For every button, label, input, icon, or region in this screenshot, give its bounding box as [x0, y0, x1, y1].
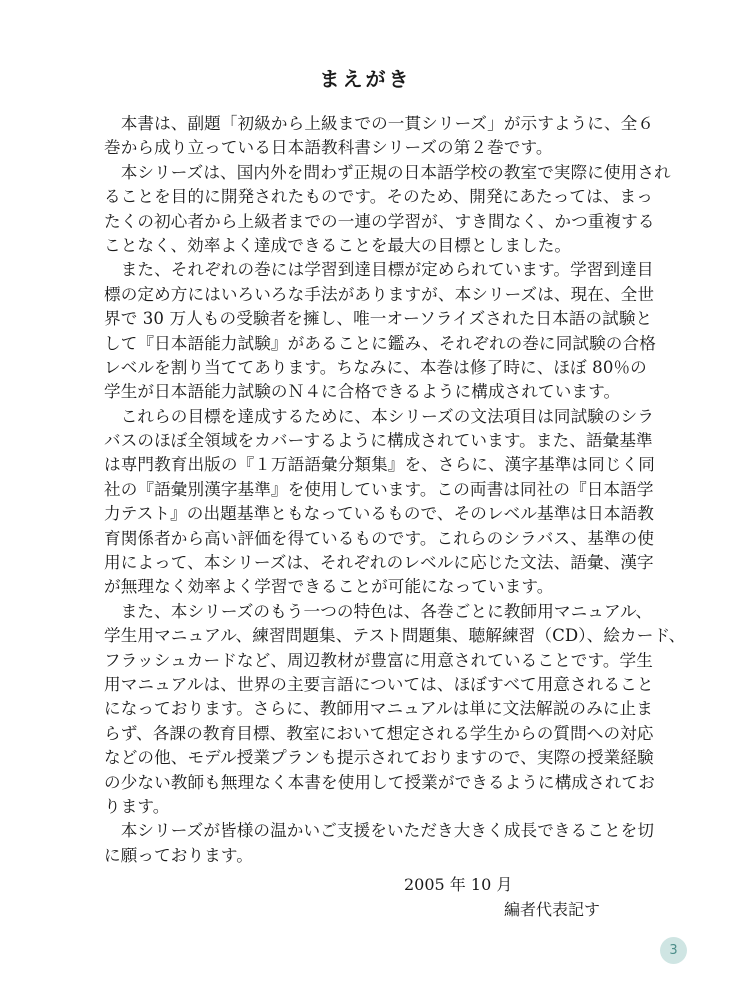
text-line: フラッシュカードなど、周辺教材が豊富に用意されていることです。学生: [104, 650, 653, 670]
text-line: バスのほぼ全領域をカバーするように構成されています。また、語彙基準: [104, 431, 653, 451]
text-line: たくの初心者から上級者までの一連の学習が、すき間なく、かつ重複する: [104, 211, 655, 231]
text-line: などの他、モデル授業プランも提示されておりますので、実際の授業経験: [104, 748, 654, 768]
text-line: 本シリーズが皆様の温かいご支援をいただき大きく成長できることを切: [104, 821, 655, 841]
text-line: 学生が日本語能力試験のＮ４に合格できるように構成されています。: [104, 382, 621, 402]
text-line: 本シリーズは、国内外を問わず正規の日本語学校の教室で実際に使用され: [104, 162, 671, 182]
text-line: 巻から成り立っている日本語教科書シリーズの第２巻です。: [104, 138, 553, 158]
text-line: レベルを割り当ててあります。ちなみに、本巻は修了時に、ほぼ 80％の: [104, 357, 647, 377]
page-title: まえがき: [319, 67, 412, 91]
text-line: 用によって、本シリーズは、それぞれのレベルに応じた文法、語彙、漢字: [104, 553, 654, 573]
text-line: らず、各課の教育目標、教室において想定される学生からの質問への対応: [104, 723, 654, 743]
text-line: また、本シリーズのもう一つの特色は、各巻ごとに教師用マニュアル、: [104, 601, 653, 621]
date-line: 2005 年 10 月: [404, 875, 513, 894]
text-line: して『日本語能力試験』があることに鑑み、それぞれの巻に同試験の合格: [104, 333, 656, 353]
text-line: 社の『語彙別漢字基準』を使用しています。この両書は同社の『日本語学: [104, 479, 654, 499]
text-line: は専門教育出版の『１万語語彙分類集』を、さらに、漢字基準は同じく同: [104, 455, 655, 475]
page-number-badge: 3: [660, 937, 687, 964]
text-line: また、それぞれの巻には学習到達目標が定められています。学習到達目: [104, 260, 654, 280]
text-line: 力テスト』の出題基準ともなっているもので、そのレベル基準は日本語教: [104, 504, 654, 524]
text-line: これらの目標を達成するために、本シリーズの文法項目は同試験のシラ: [104, 406, 655, 426]
text-line: に願っております。: [104, 845, 253, 865]
text-line: 育関係者から高い評価を得ているものです。これらのシラバス、基準の使: [104, 528, 655, 548]
text-line: ことなく、効率よく達成できることを最大の目標としました。: [104, 235, 572, 255]
signature-line: 編者代表記す: [504, 900, 601, 919]
text-line: 本書は、副題「初級から上級までの一貫シリーズ」が示すように、全６: [104, 114, 655, 133]
text-line: になっております。さらに、教師用マニュアルは単に文法解説のみに止ま: [104, 699, 653, 719]
text-line: が無理なく効率よく学習できることが可能になっています。: [104, 577, 554, 597]
text-line: 学生用マニュアル、練習問題集、テスト問題集、聴解練習（CD）、絵カード、: [104, 626, 686, 646]
text-line: 標の定め方にはいろいろな手法がありますが、本シリーズは、現在、全世: [104, 284, 655, 304]
text-line: ります。: [104, 796, 170, 816]
text-line: ることを目的に開発されたものです。そのため、開発にあたっては、まっ: [104, 187, 653, 207]
text-line: 用マニュアルは、世界の主要言語については、ほぼすべて用意されること: [104, 674, 654, 694]
preface-body: [104, 112, 686, 868]
text-line: 界で 30 万人もの受験者を擁し、唯一オーソライズされた日本語の試験と: [104, 309, 653, 329]
text-line: の少ない教師も無理なく本書を使用して授業ができるように構成されてお: [104, 772, 655, 792]
